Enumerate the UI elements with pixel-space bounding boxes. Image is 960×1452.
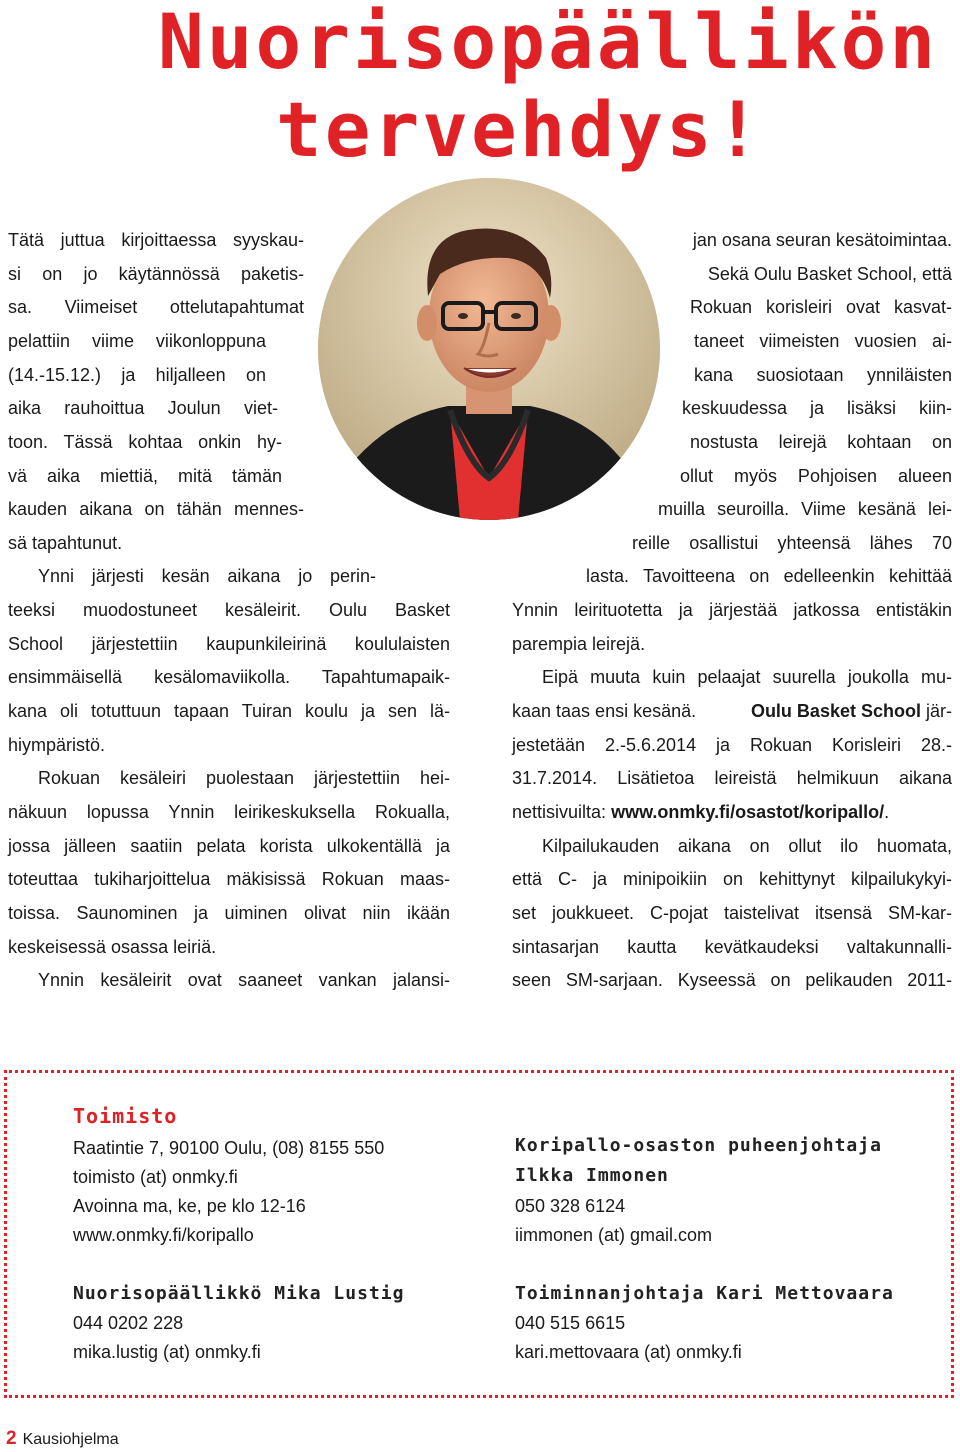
youth-manager-heading: Nuorisopäällikkö Mika Lustig bbox=[73, 1283, 405, 1304]
left-text-line: ensimmäisellä kesälomaviikolla. Tapahtumapaik- bbox=[8, 667, 450, 687]
page-footer bbox=[6, 1428, 119, 1451]
right-text-line: reille osallistui yhteensä lähes 70 bbox=[632, 533, 952, 553]
office-email: toimisto (at) onmky.fi bbox=[73, 1167, 238, 1187]
right-text-line: 31.7.2014. Lisätietoa leireistä helmikuun aikana bbox=[512, 768, 952, 788]
publication-name: Kausiohjelma bbox=[22, 1431, 119, 1448]
right-text-line: taneet viimeisten vuosien ai- bbox=[694, 331, 952, 351]
contact-info-box bbox=[4, 1070, 954, 1398]
left-text-line: pelattiin viime viikonloppuna bbox=[8, 331, 266, 351]
left-text-line: jossa jälleen saatiin pelata korista ulkokentällä ja bbox=[8, 836, 450, 856]
right-text-line: keskuudessa ja lisäksi kiin- bbox=[682, 398, 952, 418]
right-text-line: että C- ja minipoikiin on kehittynyt kilpailukykyi- bbox=[512, 869, 952, 889]
director-phone: 040 515 6615 bbox=[515, 1313, 626, 1333]
left-text-line: toteuttaa tukiharjoittelua mäkisissä Rokuan maas- bbox=[8, 869, 450, 889]
left-text-line: si on jo käytännössä paketis- bbox=[8, 264, 304, 284]
chair-heading: Koripallo-osaston puheenjohtaja bbox=[515, 1135, 882, 1156]
right-text-line: Sekä Oulu Basket School, että bbox=[707, 264, 952, 284]
left-text-line: (14.-15.12.) ja hiljalleen on bbox=[8, 365, 266, 385]
right-text-line: ollut myös Pohjoisen alueen bbox=[680, 466, 952, 486]
text-span: kaan taas ensi kesänä. bbox=[512, 701, 697, 721]
page-number: 2 bbox=[6, 1428, 17, 1449]
chair-phone: 050 328 6124 bbox=[515, 1196, 626, 1216]
left-text-line: sa. Viimeiset ottelutapahtumat bbox=[8, 297, 304, 317]
title-line-1: Nuorisopäällikön bbox=[158, 0, 939, 86]
text-span: . bbox=[884, 802, 890, 822]
office-address: Raatintie 7, 90100 Oulu, (08) 8155 550 bbox=[73, 1138, 385, 1158]
youth-manager-email: mika.lustig (at) onmky.fi bbox=[73, 1342, 261, 1362]
right-text-line bbox=[512, 802, 889, 822]
left-text-line: toissa. Saunominen ja uiminen olivat niin ikään bbox=[8, 903, 450, 923]
left-text-line: Ynnin kesäleirit ovat saaneet vankan jalansi- bbox=[38, 970, 450, 990]
portrait-illustration bbox=[318, 178, 660, 520]
text-span: jär- bbox=[926, 701, 952, 721]
right-text-line: lasta. Tavoitteena on edelleenkin kehittää bbox=[586, 566, 952, 586]
text-span: nettisivuilta: bbox=[512, 802, 607, 822]
youth-manager-phone: 044 0202 228 bbox=[73, 1313, 184, 1333]
right-text-line: nostusta leirejä kohtaan on bbox=[690, 432, 952, 452]
right-text-line: Ynnin leirituotetta ja järjestää jatkossa entistäkin bbox=[512, 600, 952, 620]
chair-name: Ilkka Immonen bbox=[515, 1165, 669, 1186]
left-text-line: Ynni järjesti kesän aikana jo perin- bbox=[38, 566, 376, 586]
right-text-line bbox=[512, 701, 952, 721]
left-text-line: teeksi muodostuneet kesäleirit. Oulu Basket bbox=[8, 600, 450, 620]
right-text-line: Eipä muuta kuin pelaajat suurella joukolla mu- bbox=[542, 667, 952, 687]
office-hours: Avoinna ma, ke, pe klo 12-16 bbox=[73, 1196, 306, 1216]
right-text-line: jestetään 2.-5.6.2014 ja Rokuan Korisleiri 28.- bbox=[512, 735, 952, 755]
office-heading: Toimisto bbox=[73, 1104, 178, 1128]
right-text-line: parempia leirejä. bbox=[512, 634, 646, 654]
bold-text: Oulu Basket School bbox=[750, 701, 921, 721]
page-title bbox=[158, 0, 938, 174]
left-text-line: hiympäristö. bbox=[8, 735, 106, 755]
right-text-line: jan osana seuran kesätoimintaa. bbox=[692, 230, 952, 250]
website-link[interactable]: www.onmky.fi/osastot/koripallo/ bbox=[611, 802, 885, 822]
left-text-line: School järjestettiin kaupunkileirinä koululaisten bbox=[8, 634, 450, 654]
left-text-line: näkuun lopussa Ynnin leirikeskuksella Rokualla, bbox=[8, 802, 450, 822]
left-text-line: aika rauhoittua Joulun viet- bbox=[8, 398, 278, 418]
right-text-line: Kilpailukauden aikana on ollut ilo huomata, bbox=[542, 836, 952, 856]
left-text-line: Tätä juttua kirjoittaessa syyskau- bbox=[8, 230, 304, 250]
portrait-photo bbox=[318, 178, 660, 520]
title-line-2: tervehdys! bbox=[276, 85, 764, 174]
right-text-line: sintasarjan kautta kevätkaudeksi valtakunnalli- bbox=[512, 937, 952, 957]
right-text-line: Rokuan korisleiri ovat kasvat- bbox=[690, 297, 952, 317]
right-text-line: seen SM-sarjaan. Kyseessä on pelikauden 2011- bbox=[512, 970, 952, 990]
left-text-line: kauden aikana on tähän mennes- bbox=[8, 499, 304, 519]
right-text-line: kana suosiotaan ynniläisten bbox=[694, 365, 952, 385]
left-text-line: toon. Tässä kohtaa onkin hy- bbox=[8, 432, 282, 452]
chair-email: iimmonen (at) gmail.com bbox=[515, 1225, 713, 1245]
left-text-line: kana oli totuttuun tapaan Tuiran koulu ja sen lä- bbox=[8, 701, 450, 721]
right-text-line: muilla seuroilla. Viime kesänä lei- bbox=[658, 499, 952, 519]
left-text-line: Rokuan kesäleiri puolestaan järjestettiin hei- bbox=[38, 768, 450, 788]
right-text-line: set joukkueet. C-pojat taistelivat itsensä SM-kar- bbox=[512, 903, 952, 923]
director-heading: Toiminnanjohtaja Kari Mettovaara bbox=[515, 1283, 894, 1304]
left-text-line: sä tapahtunut. bbox=[8, 533, 123, 553]
director-email: kari.mettovaara (at) onmky.fi bbox=[515, 1342, 742, 1362]
office-website[interactable]: www.onmky.fi/koripallo bbox=[73, 1225, 254, 1245]
left-text-line: keskeisessä osassa leiriä. bbox=[8, 937, 217, 957]
left-text-line: vä aika miettiä, mitä tämän bbox=[8, 466, 282, 486]
oulu-basket-school-bold bbox=[751, 701, 952, 721]
